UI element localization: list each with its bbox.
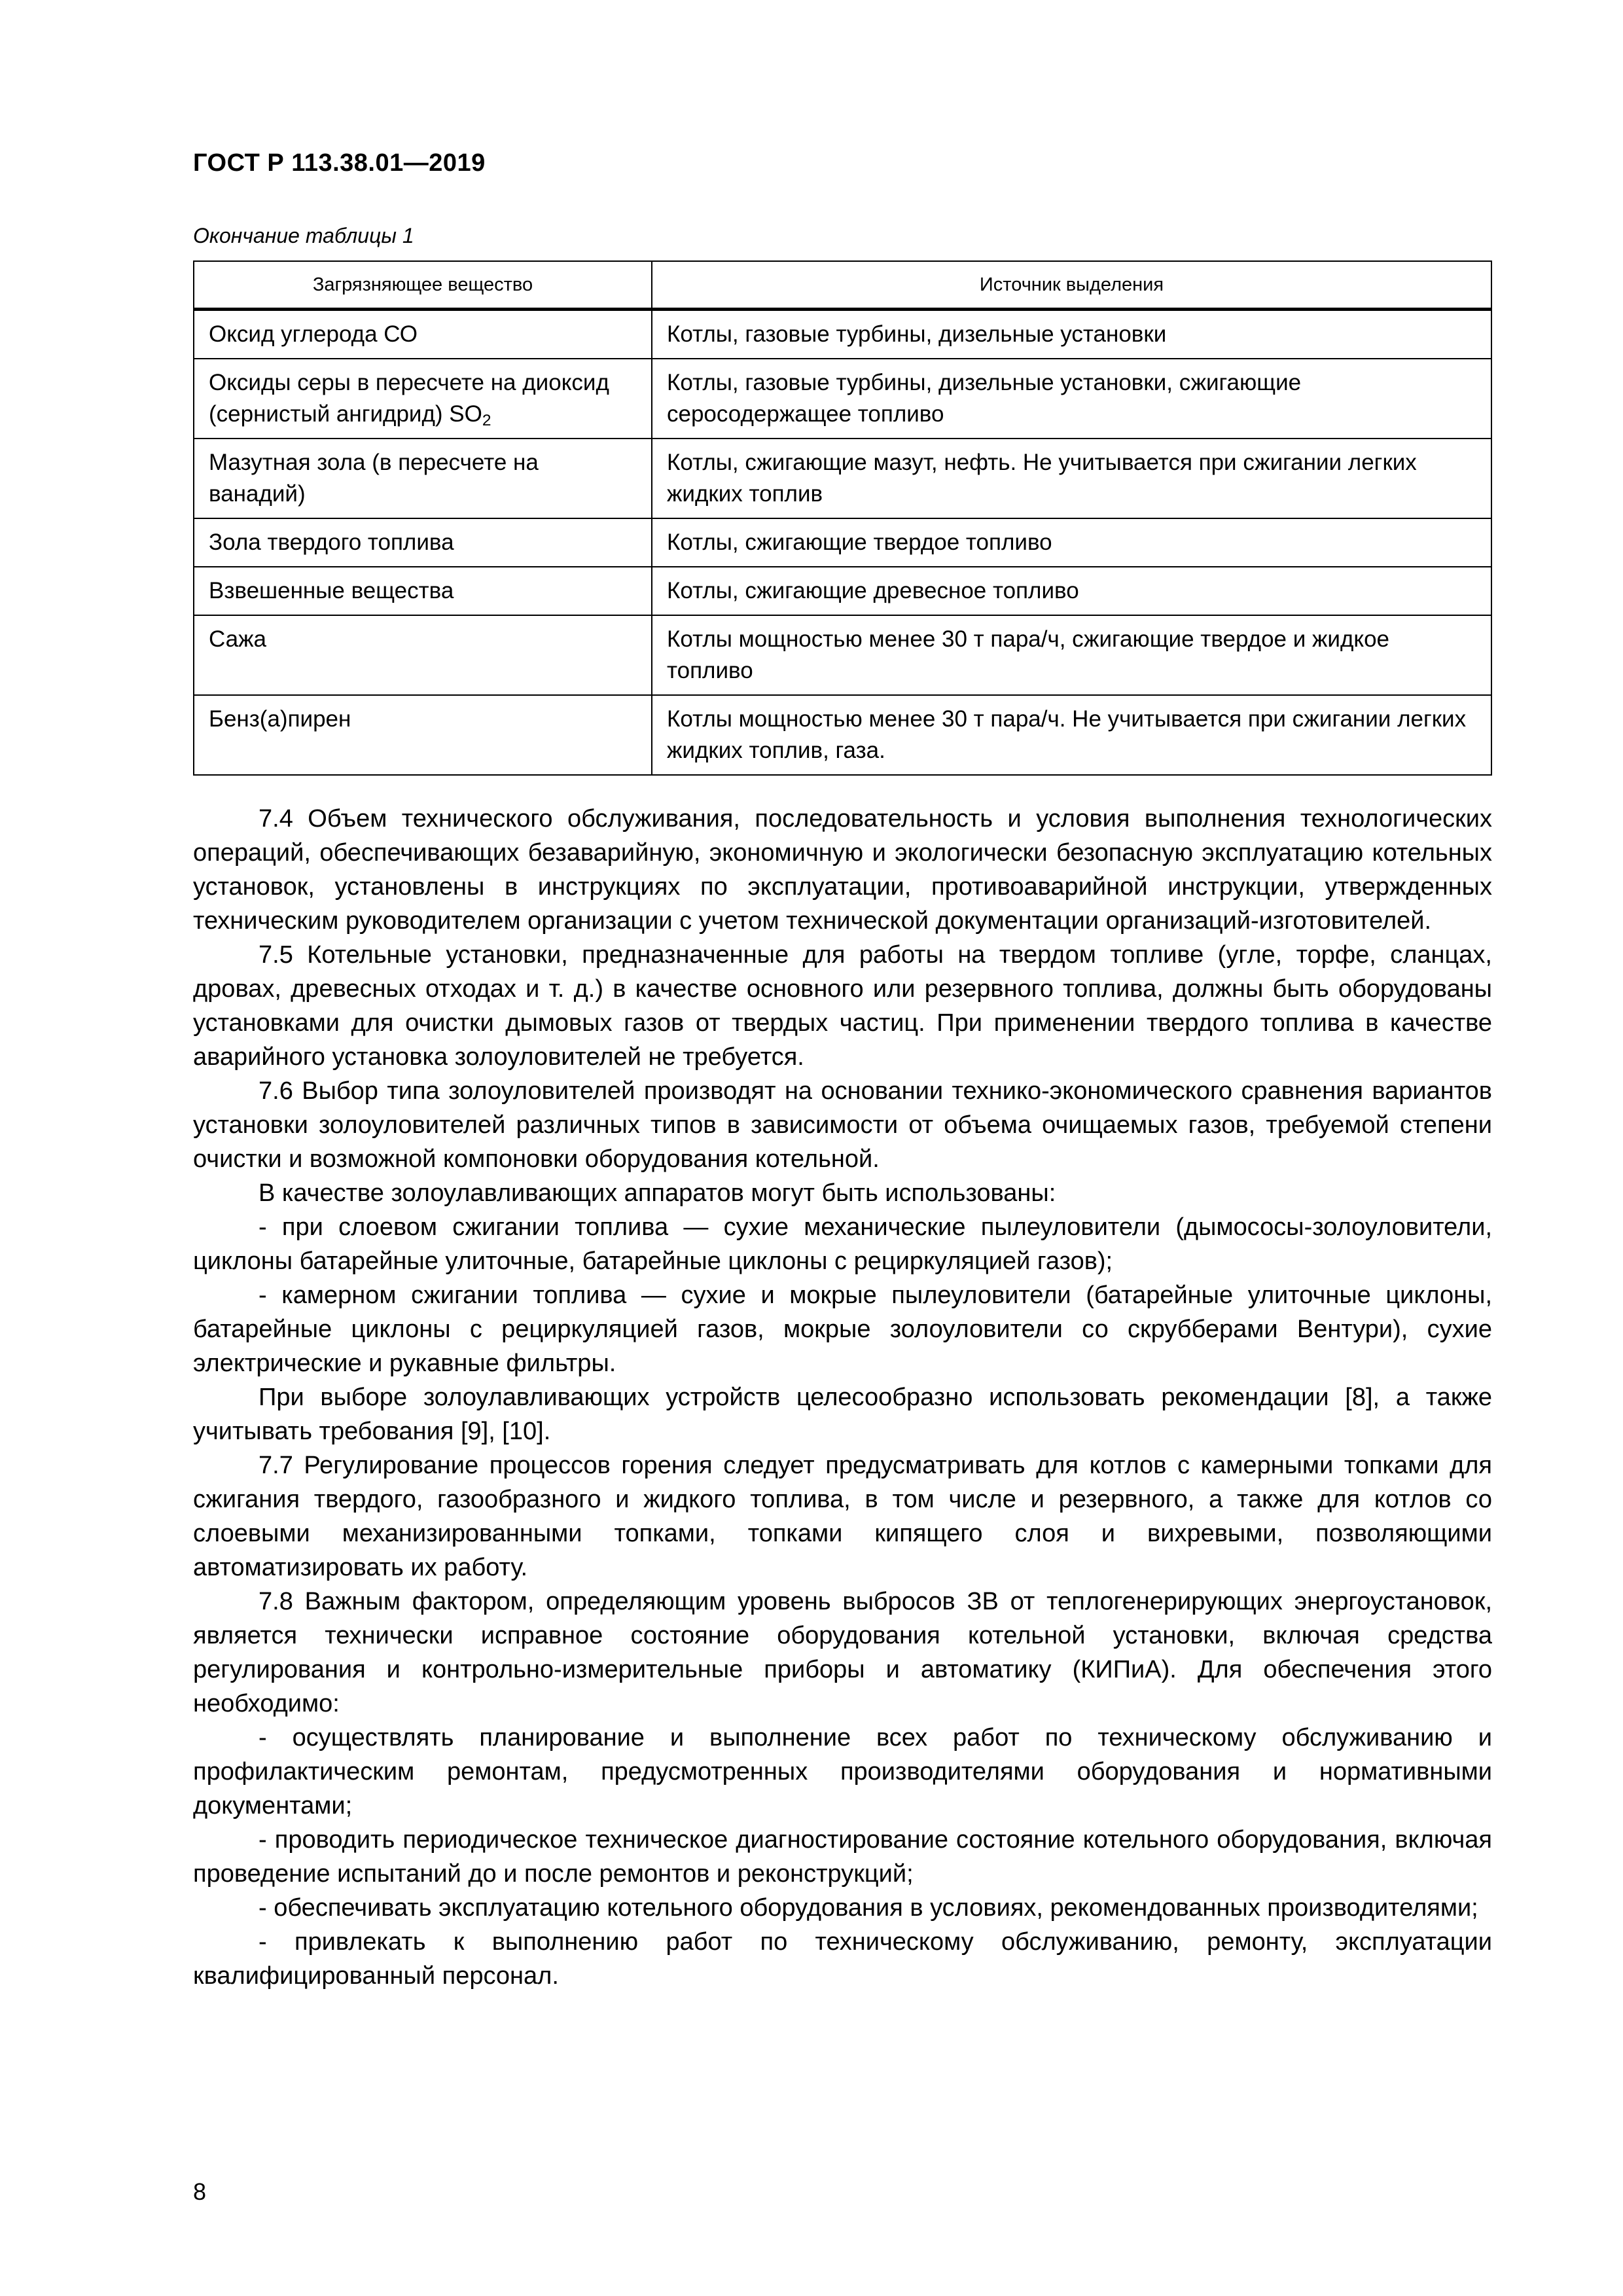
table-row: [194, 615, 1491, 695]
cell-source: Котлы, сжигающие мазут, нефть. Не учитывается при сжигании легких жидких топлив: [652, 439, 1491, 518]
paragraph: При выборе золоулавливающих устройств целесообразно использовать рекомендации [8], а также учитывать требования [9], [10].: [193, 1384, 1492, 1445]
pollutants-table: [193, 260, 1492, 776]
cell-source: Котлы, сжигающие твердое топливо: [652, 518, 1491, 567]
body-text: [193, 802, 1492, 1993]
table-row: [194, 518, 1491, 567]
table-row: [194, 359, 1491, 439]
cell-source: Котлы мощностью менее 30 т пара/ч, сжигающие твердое и жидкое топливо: [652, 615, 1491, 695]
cell-substance: Мазутная зола (в пересчете на ванадий): [194, 439, 652, 518]
substance-text: Оксиды серы в пересчете на диоксид (сернистый ангидрид) SO: [209, 370, 609, 427]
paragraph-7-6: 7.6 Выбор типа золоуловителей производят на основании технико-экономического сравнения вариантов установки золоуловителей различных типов в зависимости от объема очищаемых газов, требуемой степени очистки и возможной компоновки оборудования котельной.: [193, 1077, 1492, 1173]
paragraph: В качестве золоулавливающих аппаратов могут быть использованы:: [259, 1179, 1056, 1207]
paragraph-7-5: 7.5 Котельные установки, предназначенные для работы на твердом топливе (угле, торфе, сланцах, дровах, древесных отходах и т. д.) в качестве основного или резервного топлива, должны быть оборудованы установками для очистки дымовых газов от твердых частиц. При применении твердого топлива в качестве аварийного установка золоуловителей не требуется.: [193, 941, 1492, 1071]
list-item: - обеспечивать эксплуатацию котельного оборудования в условиях, рекомендованных производителями;: [259, 1894, 1478, 1922]
cell-source: Котлы, сжигающие древесное топливо: [652, 567, 1491, 615]
subscript: 2: [482, 412, 491, 429]
column-header-substance: Загрязняющее вещество: [194, 261, 652, 310]
document-header: ГОСТ Р 113.38.01—2019: [193, 149, 486, 177]
list-item: - камерном сжигании топлива — сухие и мокрые пылеуловители (батарейные улиточные циклоны, батарейные циклоны с рециркуляцией газов, мокрые золоуловители со скрубберами Вентури), сухие электрические и рукавные фильтры.: [193, 1282, 1492, 1377]
table-row: [194, 310, 1491, 359]
paragraph-7-8: 7.8 Важным фактором, определяющим уровень выбросов ЗВ от теплогенерирующих энергоустановок, является технически исправное состояние оборудования котельной установки, включая средства регулирования и контрольно-измерительные приборы и автоматику (КИПиА). Для обеспечения этого необходимо:: [193, 1588, 1492, 1717]
table-row: [194, 439, 1491, 518]
cell-substance: Зола твердого топлива: [194, 518, 652, 567]
paragraph-7-4: 7.4 Объем технического обслуживания, последовательность и условия выполнения технологических операций, обеспечивающих безаварийную, экономичную и экологически безопасную эксплуатацию котельных установок, установлены в инструкциях по эксплуатации, противоаварийной инструкции, утвержденных техническим руководителем организации с учетом технической документации организаций-изготовителей.: [193, 805, 1492, 935]
cell-source: Котлы, газовые турбины, дизельные установки, сжигающие серосодержащее топливо: [652, 359, 1491, 439]
cell-substance: Взвешенные вещества: [194, 567, 652, 615]
cell-substance: [194, 359, 652, 439]
cell-substance: Бенз(а)пирен: [194, 695, 652, 775]
cell-source: Котлы, газовые турбины, дизельные установки: [652, 310, 1491, 359]
table-header-row: [194, 261, 1491, 310]
table-row: [194, 695, 1491, 775]
list-item: - привлекать к выполнению работ по техническому обслуживанию, ремонту, эксплуатации квалифицированный персонал.: [193, 1928, 1492, 1990]
table-row: [194, 567, 1491, 615]
cell-source: Котлы мощностью менее 30 т пара/ч. Не учитывается при сжигании легких жидких топлив, газа.: [652, 695, 1491, 775]
cell-substance: Оксид углерода СО: [194, 310, 652, 359]
paragraph-7-7: 7.7 Регулирование процессов горения следует предусматривать для котлов с камерными топками для сжигания твердого, газообразного и жидкого топлива, в том числе и резервного, а также для котлов со слоевыми механизированными топками, топками кипящего слоя и вихревыми, позволяющими автоматизировать их работу.: [193, 1452, 1492, 1581]
list-item: - проводить периодическое техническое диагностирование состояние котельного оборудования, включая проведение испытаний до и после ремонтов и реконструкций;: [193, 1826, 1492, 1888]
list-item: - при слоевом сжигании топлива — сухие механические пылеуловители (дымососы-золоуловители, циклоны батарейные улиточные, батарейные циклоны с рециркуляцией газов);: [193, 1213, 1492, 1275]
page-number: 8: [193, 2178, 207, 2205]
list-item: - осуществлять планирование и выполнение всех работ по техническому обслуживанию и профилактическим ремонтам, предусмотренных производителями оборудования и нормативными документами;: [193, 1724, 1492, 1820]
column-header-source: Источник выделения: [652, 261, 1491, 310]
table-caption: Окончание таблицы 1: [193, 224, 414, 247]
cell-substance: Сажа: [194, 615, 652, 695]
